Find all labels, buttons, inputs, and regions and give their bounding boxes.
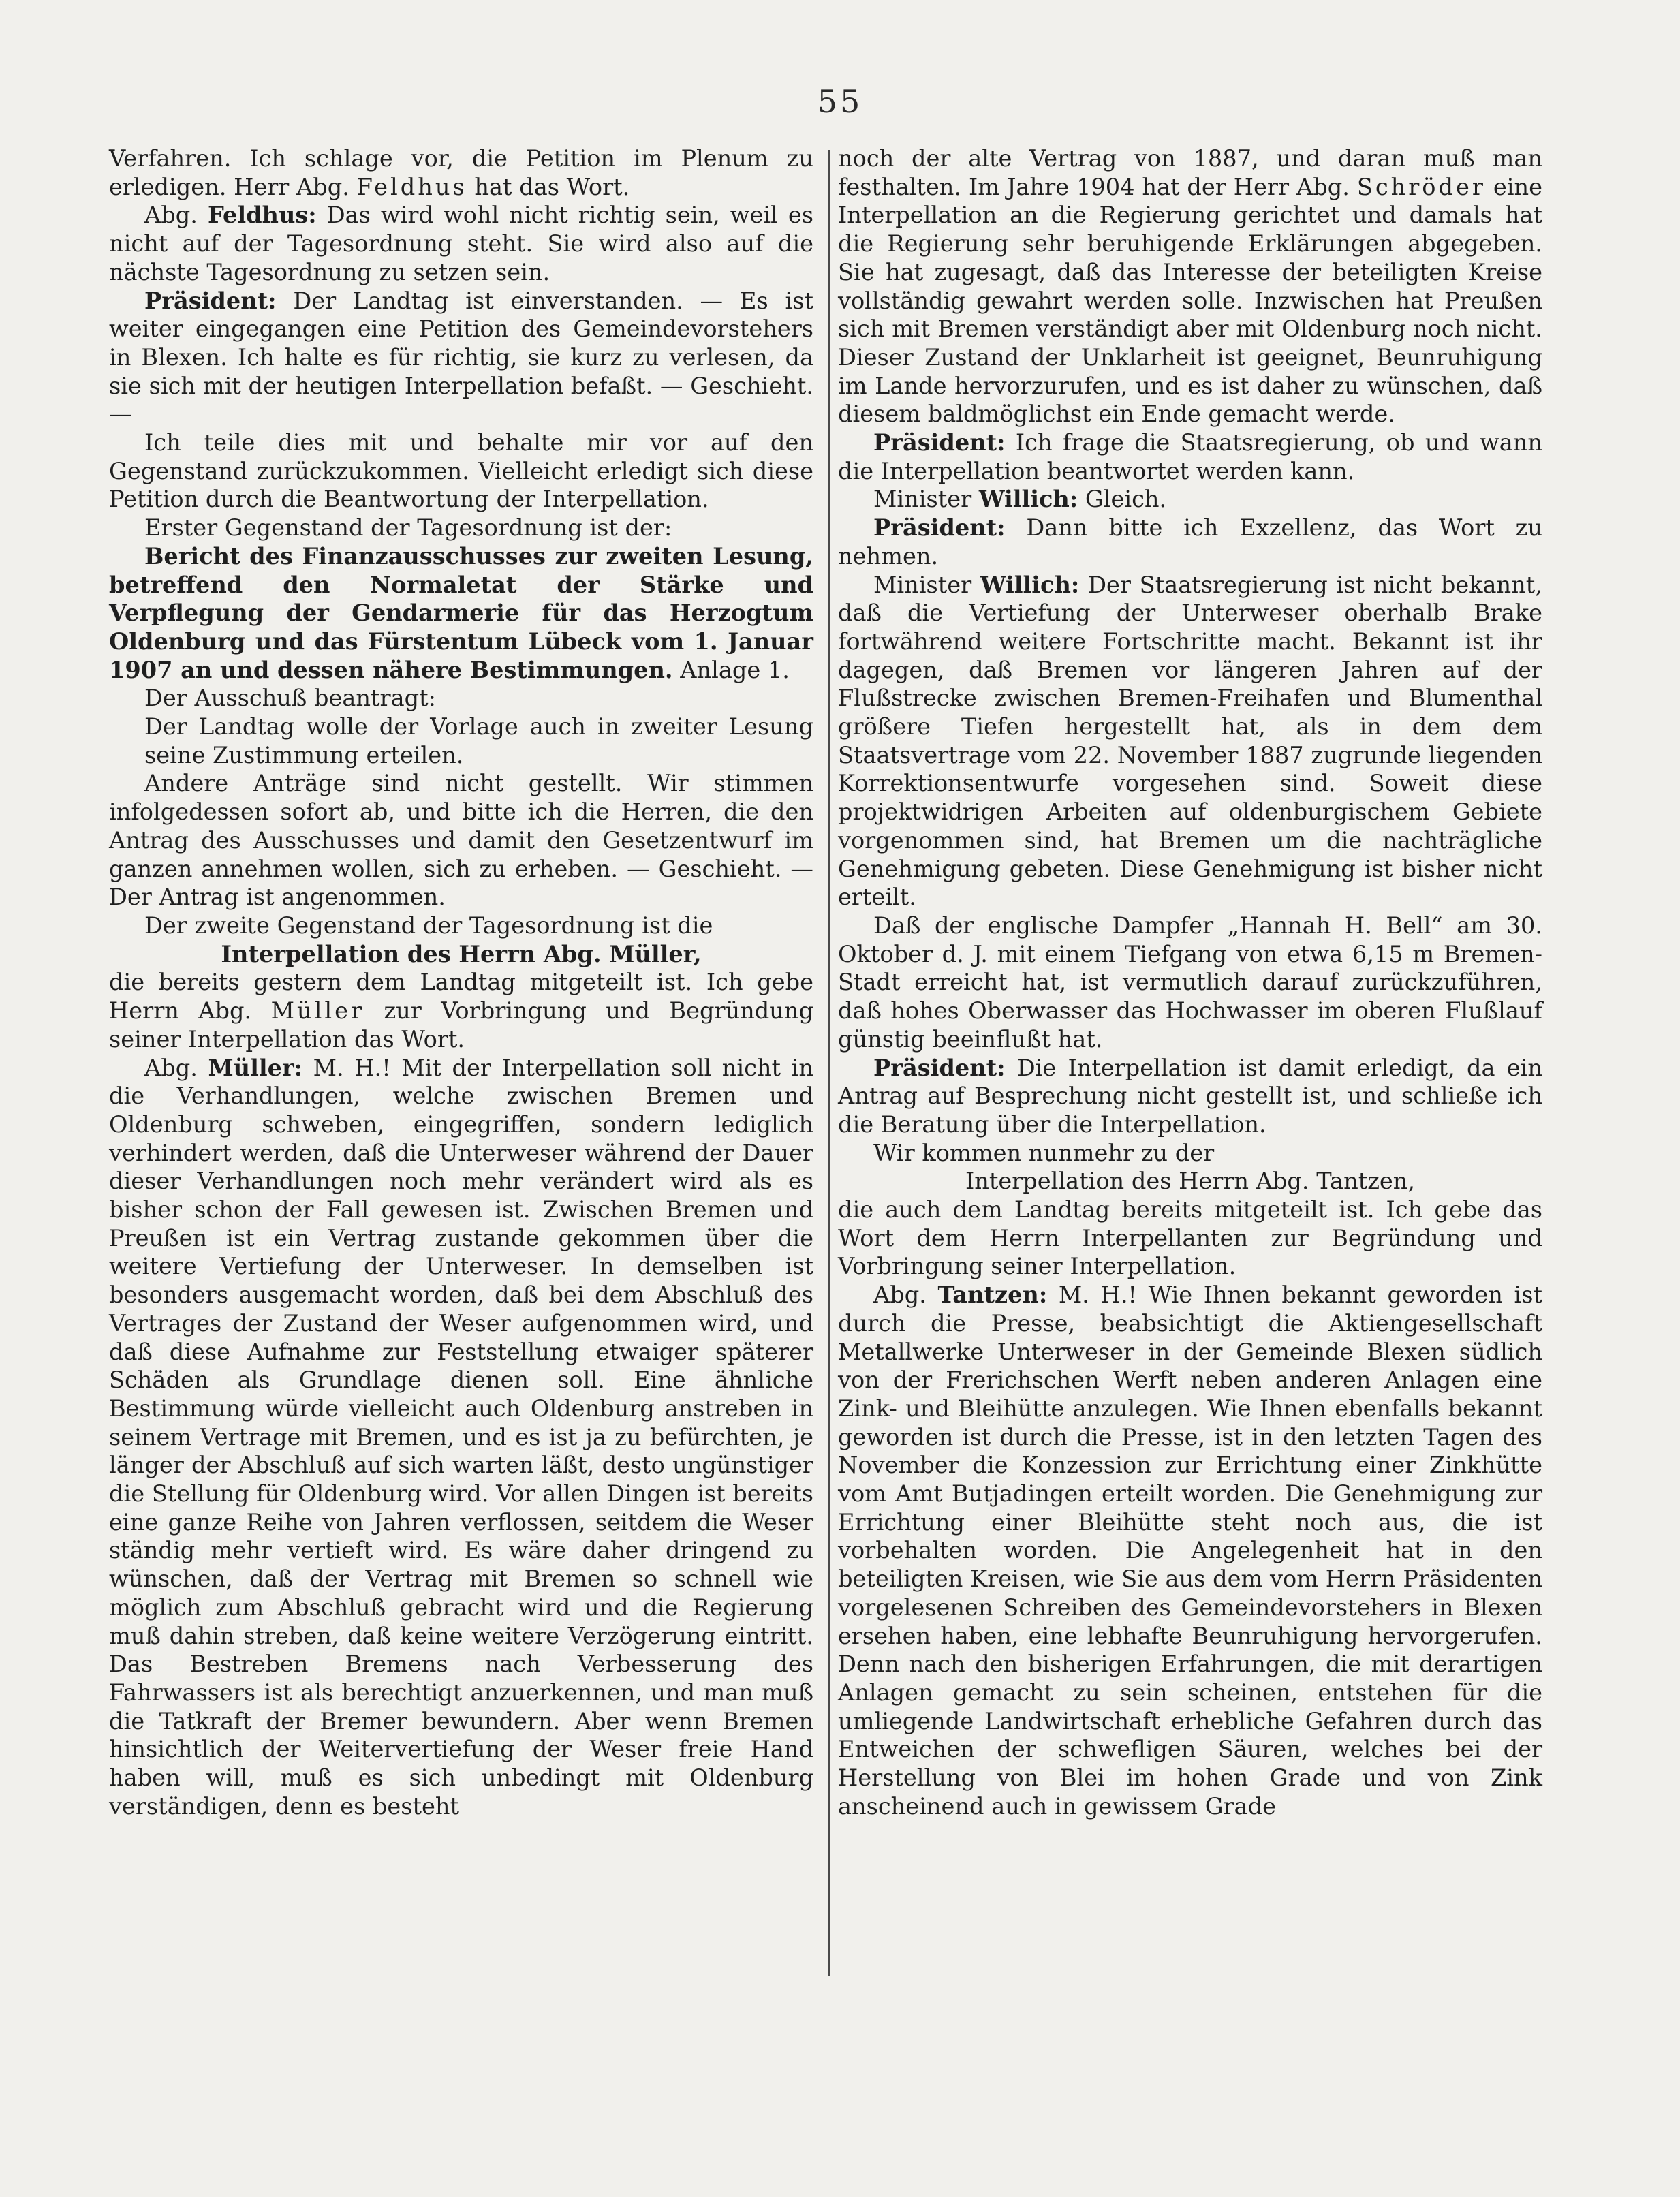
paragraph: noch der alte Vertrag von 1887, und daran muß man festhalten. Im Jahre 1904 hat der Herr Abg. Schröder eine Interpellation an die Regierung gerichtet und damals hat die Regierung sehr beruhigende Erklärungen abgegeben. Sie hat zugesagt, daß das Interesse der beteiligten Kreise vollständig gewahrt werden solle. Inzwischen hat Preußen sich mit Bremen verständigt aber mit Oldenburg noch nicht. Dieser Zustand der Unklarheit ist geeignet, Beunruhigung im Lande hervorzurufen, und es ist daher zu wünschen, daß diesem baldmöglichst ein Ende gemacht werde. (838, 145, 1542, 428)
left-column (109, 144, 813, 1820)
paragraph: die auch dem Landtag bereits mitgeteilt ist. Ich gebe das Wort dem Herrn Interpellanten zur Begründung und Vorbringung seiner Interpellation. (838, 1196, 1542, 1280)
paragraph: Abg. Tantzen: M. H.! Wie Ihnen bekannt geworden ist durch die Presse, beabsichtigt die Aktiengesellschaft Metallwerke Unterweser in der Gemeinde Blexen südlich von der Frerichschen Werft neben anderen Anlagen eine Zink- und Bleihütte anzulegen. Wie Ihnen ebenfalls bekannt geworden ist durch die Presse, ist in den letzten Tagen des November die Konzession zur Errichtung einer Zinkhütte vom Amt Butjadingen erteilt worden. Die Genehmigung zur Errichtung einer Bleihütte steht noch aus, die ist vorbehalten worden. Die Angelegenheit hat in den beteiligten Kreisen, wie Sie aus dem vom Herrn Präsidenten vorgelesenen Schreiben des Gemeindevorstehers in Blexen ersehen haben, eine lebhafte Beunruhigung hervorgerufen. Denn nach den bisherigen Erfahrungen, die mit derartigen Anlagen gemacht zu sein scheinen, entstehen für die umliegende Landwirtschaft erhebliche Gefahren durch das Entweichen der schwefligen Säuren, welches bei der Herstellung von Blei im hohen Grade und von Zink anscheinend auch in gewissem Grade (838, 1281, 1542, 1820)
speaker-name: Feldhus (356, 173, 467, 200)
column-divider (828, 150, 830, 1976)
page-number: 55 (817, 83, 863, 120)
agenda-item-heading: Bericht des Finanzausschusses zur zweiten Lesung, betreffend den Normaletat der Stärke und Verpflegung der Gendarmerie für das Herzogtum Oldenburg und das Fürstentum Lübeck vom 1. Januar 1907 an und dessen nähere Bestimmungen. Anlage 1. (109, 542, 813, 683)
paragraph: Ich teile dies mit und behalte mir vor auf den Gegenstand zurückzukommen. Vielleicht erledigt sich diese Petition durch die Beantwortung der Interpellation. (109, 429, 813, 513)
right-column (838, 144, 1542, 1820)
paragraph: Präsident: Der Landtag ist einverstanden. — Es ist weiter eingegangen eine Petition des Gemeindevorstehers in Blexen. Ich halte es für richtig, sie kurz zu verlesen, da sie sich mit der heutigen Interpellation befaßt. — Geschieht. — (109, 286, 813, 428)
speaker-name: Schröder (1356, 173, 1486, 200)
speaker-name: Willich: (980, 570, 1080, 598)
speaker-name: Müller (270, 997, 365, 1025)
speaker-name: Tantzen: (937, 1281, 1048, 1309)
speaker-name: Präsident: (873, 1053, 1006, 1081)
paragraph: Präsident: Dann bitte ich Exzellenz, das Wort zu nehmen. (838, 514, 1542, 570)
paragraph: Abg. Müller: M. H.! Mit der Interpellation soll nicht in die Verhandlungen, welche zwischen Bremen und Oldenburg schweben, eingegriffen, sondern lediglich verhindert werden, daß die Unterweser während der Dauer dieser Verhandlungen noch mehr verändert wird als es bisher schon der Fall gewesen ist. Zwischen Bremen und Preußen ist ein Vertrag zustande gekommen über die weitere Vertiefung der Unterweser. In demselben ist besonders ausgemacht worden, daß bei dem Abschluß des Vertrages der Zustand der Weser aufgenommen wird, und daß diese Aufnahme zur Feststellung etwaiger späterer Schäden als Grundlage dienen soll. Eine ähnliche Bestimmung würde vielleicht auch Oldenburg anstreben in seinem Vertrage mit Bremen, und es ist ja zu befürchten, je länger der Abschluß auf sich warten läßt, desto ungünstiger die Stellung für Oldenburg wird. Vor allen Dingen ist bereits eine ganze Reihe von Jahren verflossen, seitdem die Weser ständig mehr vertieft wird. Es wäre daher dringend zu wünschen, daß der Vertrag mit Bremen so schnell wie möglich zum Abschluß gebracht wird und die Regierung muß dahin streben, daß keine weitere Verzögerung eintritt. Das Bestreben Bremens nach Verbesserung des Fahrwassers ist als berechtigt anzuerkennen, und man muß die Tatkraft der Bremer bewundern. Aber wenn Bremen hinsichtlich der Weitervertiefung der Weser freie Hand haben will, muß es sich unbedingt mit Oldenburg verständigen, denn es besteht (109, 1053, 813, 1820)
paragraph: Der Ausschuß beantragt: (144, 685, 436, 712)
paragraph: Abg. Feldhus: Das wird wohl nicht richtig sein, weil es nicht auf der Tagesordnung steht. Sie wird also auf die nächste Tagesordnung zu setzen sein. (109, 201, 813, 285)
paragraph: Präsident: Die Interpellation ist damit erledigt, da ein Antrag auf Besprechung nicht gestellt ist, und schließe ich die Beratung über die Interpellation. (838, 1053, 1542, 1138)
speaker-name: Präsident: (144, 286, 277, 314)
paragraph: Erster Gegenstand der Tagesordnung ist der: (144, 514, 672, 542)
committee-motion: Der Landtag wolle der Vorlage auch in zweiter Lesung seine Zustimmung erteilen. (144, 713, 813, 768)
paragraph: die bereits gestern dem Landtag mitgeteilt ist. Ich gebe Herrn Abg. Müller zur Vorbringung und Begründung seiner Interpellation das Wort. (109, 969, 813, 1053)
speaker-name: Präsident: (873, 429, 1006, 456)
agenda-item-heading: Interpellation des Herrn Abg. Tantzen, (965, 1168, 1416, 1195)
paragraph: Minister Willich: Gleich. (873, 485, 1167, 513)
paragraph: Daß der englische Dampfer „Hannah H. Bell“ am 30. Oktober d. J. mit einem Tiefgang von etwa 6,15 m Bremen-Stadt erreicht hat, ist vermutlich darauf zurückzuführen, daß hohes Oberwasser das Hochwasser im oberen Flußlauf günstig beeinflußt hat. (838, 911, 1542, 1053)
speaker-name: Feldhus: (207, 201, 317, 229)
paragraph: Minister Willich: Der Staatsregierung ist nicht bekannt, daß die Vertiefung der Unterweser oberhalb Brake fortwährend weitere Fortschritte macht. Bekannt ist ihr dagegen, daß Bremen vor längeren Jahren auf der Flußstrecke zwischen Bremen-Freihafen und Blumenthal größere Tiefen hergestellt hat, als in dem dem Staatsvertrage vom 22. November 1887 zugrunde liegenden Korrektionsentwurfe vorgesehen sind. Soweit diese projektwidrigen Arbeiten auf oldenburgischem Gebiete vorgenommen sind, hat Bremen um die nachträgliche Genehmigung gebeten. Diese Genehmigung ist bisher nicht erteilt. (838, 570, 1542, 911)
paragraph: Verfahren. Ich schlage vor, die Petition im Plenum zu erledigen. Herr Abg. Feldhus hat das Wort. (109, 145, 813, 200)
speaker-name: Präsident: (873, 514, 1006, 542)
paragraph: Wir kommen nunmehr zu der (873, 1139, 1215, 1166)
speaker-name: Willich: (978, 485, 1078, 513)
speaker-name: Müller: (208, 1053, 303, 1081)
agenda-item-heading: Interpellation des Herrn Abg. Müller, (221, 939, 702, 967)
paragraph: Präsident: Ich frage die Staatsregierung, ob und wann die Interpellation beantwortet werden kann. (838, 429, 1542, 484)
paragraph: Der zweite Gegenstand der Tagesordnung ist die (144, 911, 713, 939)
paragraph: Andere Anträge sind nicht gestellt. Wir stimmen infolgedessen sofort ab, und bitte ich die Herren, die den Antrag des Ausschusses und damit den Gesetzentwurf im ganzen annehmen wollen, sich zu erheben. — Geschieht. — Der Antrag ist angenommen. (109, 770, 813, 911)
